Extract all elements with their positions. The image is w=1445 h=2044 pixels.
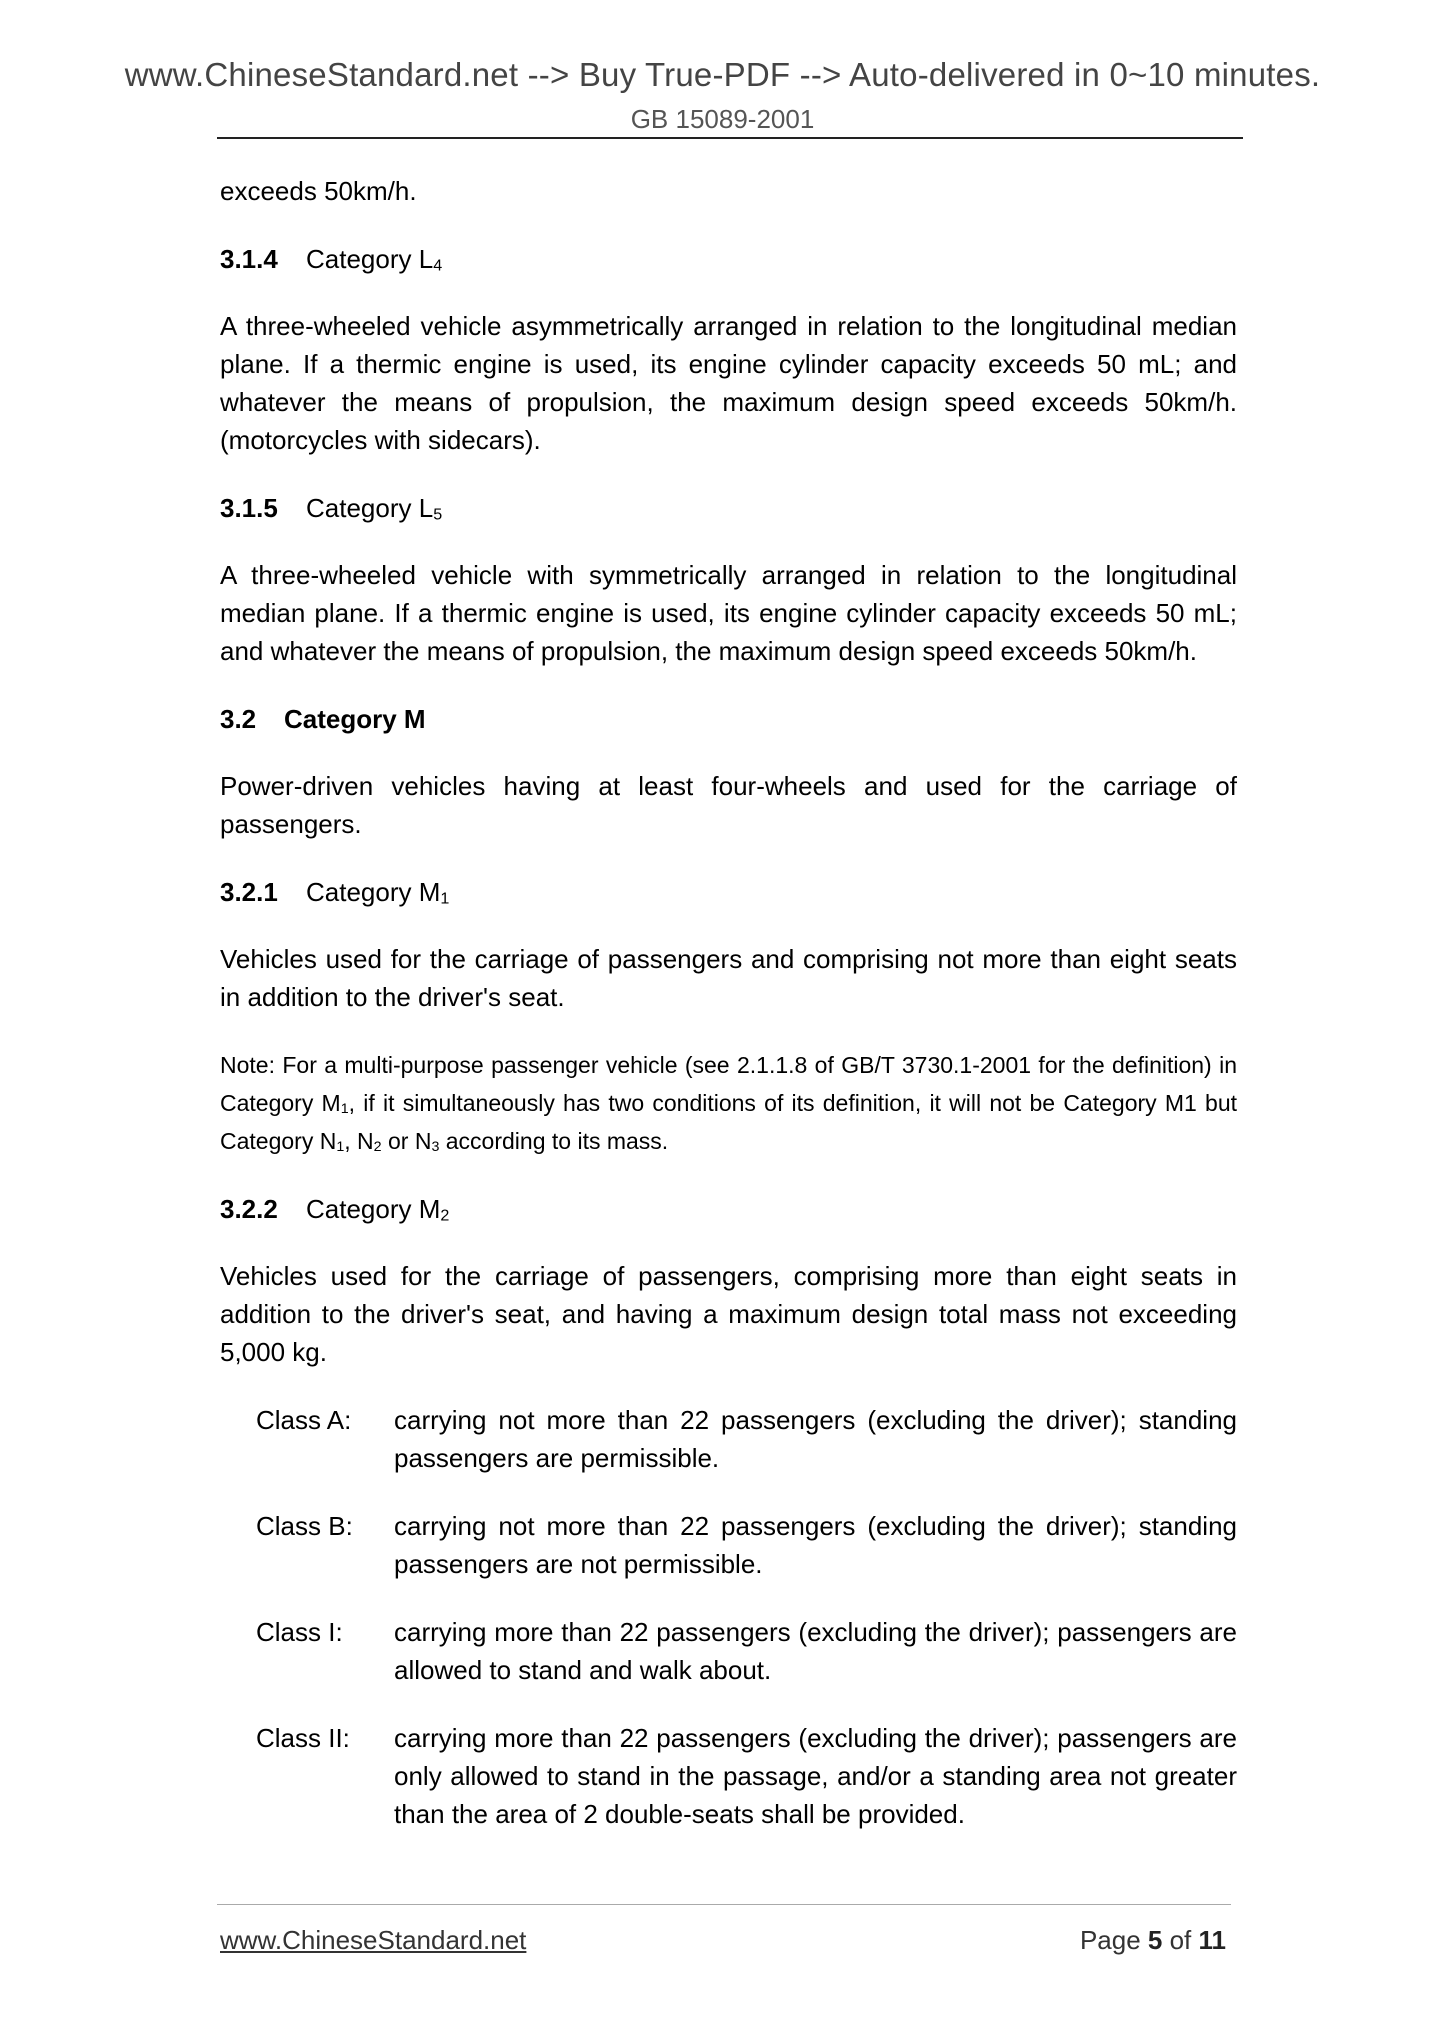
page-number <box>1080 1925 1226 1956</box>
class-label: Class I: <box>256 1617 343 1647</box>
class-item <box>220 1613 1237 1689</box>
section-heading-3-1-5 <box>220 489 1237 527</box>
section-subscript: 5 <box>433 505 443 524</box>
section-subscript: 1 <box>440 889 450 908</box>
note-text: according to its mass. <box>439 1128 669 1154</box>
class-item <box>220 1719 1237 1833</box>
note-text: , if it simultaneously has two conditions of its definition, it will not be Category M1 but Category N <box>220 1090 1238 1154</box>
section-number: 3.1.5 <box>220 493 278 523</box>
class-label: Class A: <box>256 1405 352 1435</box>
class-text: carrying not more than 22 passengers (excluding the driver); standing passengers are not permissible. <box>394 1511 1237 1579</box>
class-label: Class B: <box>256 1511 353 1541</box>
section-subscript: 4 <box>433 256 443 275</box>
footer-website-link[interactable]: www.ChineseStandard.net <box>220 1925 527 1955</box>
class-item <box>220 1401 1237 1477</box>
note-text: Note: For a multi-purpose passenger vehicle (see 2.1.1.8 of GB/T 3730.1-2001 for the definition) in Category M <box>220 1052 1237 1116</box>
section-number: 3.1.4 <box>220 244 278 274</box>
note-subscript: 1 <box>336 1139 345 1156</box>
class-text: carrying not more than 22 passengers (excluding the driver); standing passengers are permissible. <box>394 1405 1237 1473</box>
class-item <box>220 1507 1237 1583</box>
section-title: Category L <box>306 244 434 274</box>
note-paragraph <box>220 1046 1237 1160</box>
note-text: , N <box>344 1128 374 1154</box>
note-subscript: 1 <box>340 1101 349 1118</box>
section-title: Category M <box>284 704 426 734</box>
section-3-2-2-text: Vehicles used for the carriage of passengers, comprising more than eight seats in addition to the driver's seat, and having a maximum design total mass not exceeding 5,000 kg. <box>220 1261 1237 1367</box>
class-label: Class II: <box>256 1723 350 1753</box>
section-subscript: 2 <box>440 1206 450 1225</box>
section-3-2-text: Power-driven vehicles having at least four-wheels and used for the carriage of passengers. <box>220 771 1237 839</box>
section-title: Category M <box>306 1194 441 1224</box>
footer-divider <box>217 1904 1231 1905</box>
current-page: 5 <box>1147 1925 1163 1955</box>
note-subscript: 3 <box>431 1139 440 1156</box>
section-title: Category M <box>306 877 441 907</box>
section-number: 3.2.2 <box>220 1194 278 1224</box>
continued-text: exceeds 50km/h. <box>220 176 417 206</box>
header-banner: www.ChineseStandard.net --> Buy True-PDF --> Auto-delivered in 0~10 minutes. <box>124 56 1321 93</box>
section-3-1-5-text: A three-wheeled vehicle with symmetrically arranged in relation to the longitudinal median plane. If a thermic engine is used, its engine cylinder capacity exceeds 50 mL; and whatever the means of propulsion, the maximum design speed exceeds 50km/h. <box>220 560 1237 666</box>
section-3-1-4-text: A three-wheeled vehicle asymmetrically arranged in relation to the longitudinal median plane. If a thermic engine is used, its engine cylinder capacity exceeds 50 mL; and whatever the means of propulsion, the maximum design speed exceeds 50km/h. (motorcycles with sidecars). <box>220 311 1237 455</box>
section-number: 3.2 <box>220 704 257 734</box>
section-heading-3-2-1 <box>220 873 1237 911</box>
class-text: carrying more than 22 passengers (excluding the driver); passengers are allowed to stand and walk about. <box>394 1617 1237 1685</box>
note-subscript: 2 <box>373 1139 382 1156</box>
section-title: Category L <box>306 493 434 523</box>
total-pages: 11 <box>1198 1925 1226 1955</box>
note-text: or N <box>381 1128 432 1154</box>
standard-code: GB 15089-2001 <box>630 104 815 134</box>
page-of-label: of <box>1162 1925 1199 1955</box>
section-heading-3-2 <box>220 700 1237 738</box>
section-3-2-1-text: Vehicles used for the carriage of passengers and comprising not more than eight seats in addition to the driver's seat. <box>220 944 1237 1012</box>
section-heading-3-1-4 <box>220 240 1237 278</box>
document-body <box>220 172 1237 1833</box>
section-heading-3-2-2 <box>220 1190 1237 1228</box>
header-divider <box>217 137 1243 139</box>
class-text: carrying more than 22 passengers (excluding the driver); passengers are only allowed to stand in the passage, and/or a standing area not greater than the area of 2 double-seats shall be provided. <box>394 1723 1237 1829</box>
page-label: Page <box>1079 1925 1148 1955</box>
section-number: 3.2.1 <box>220 877 278 907</box>
